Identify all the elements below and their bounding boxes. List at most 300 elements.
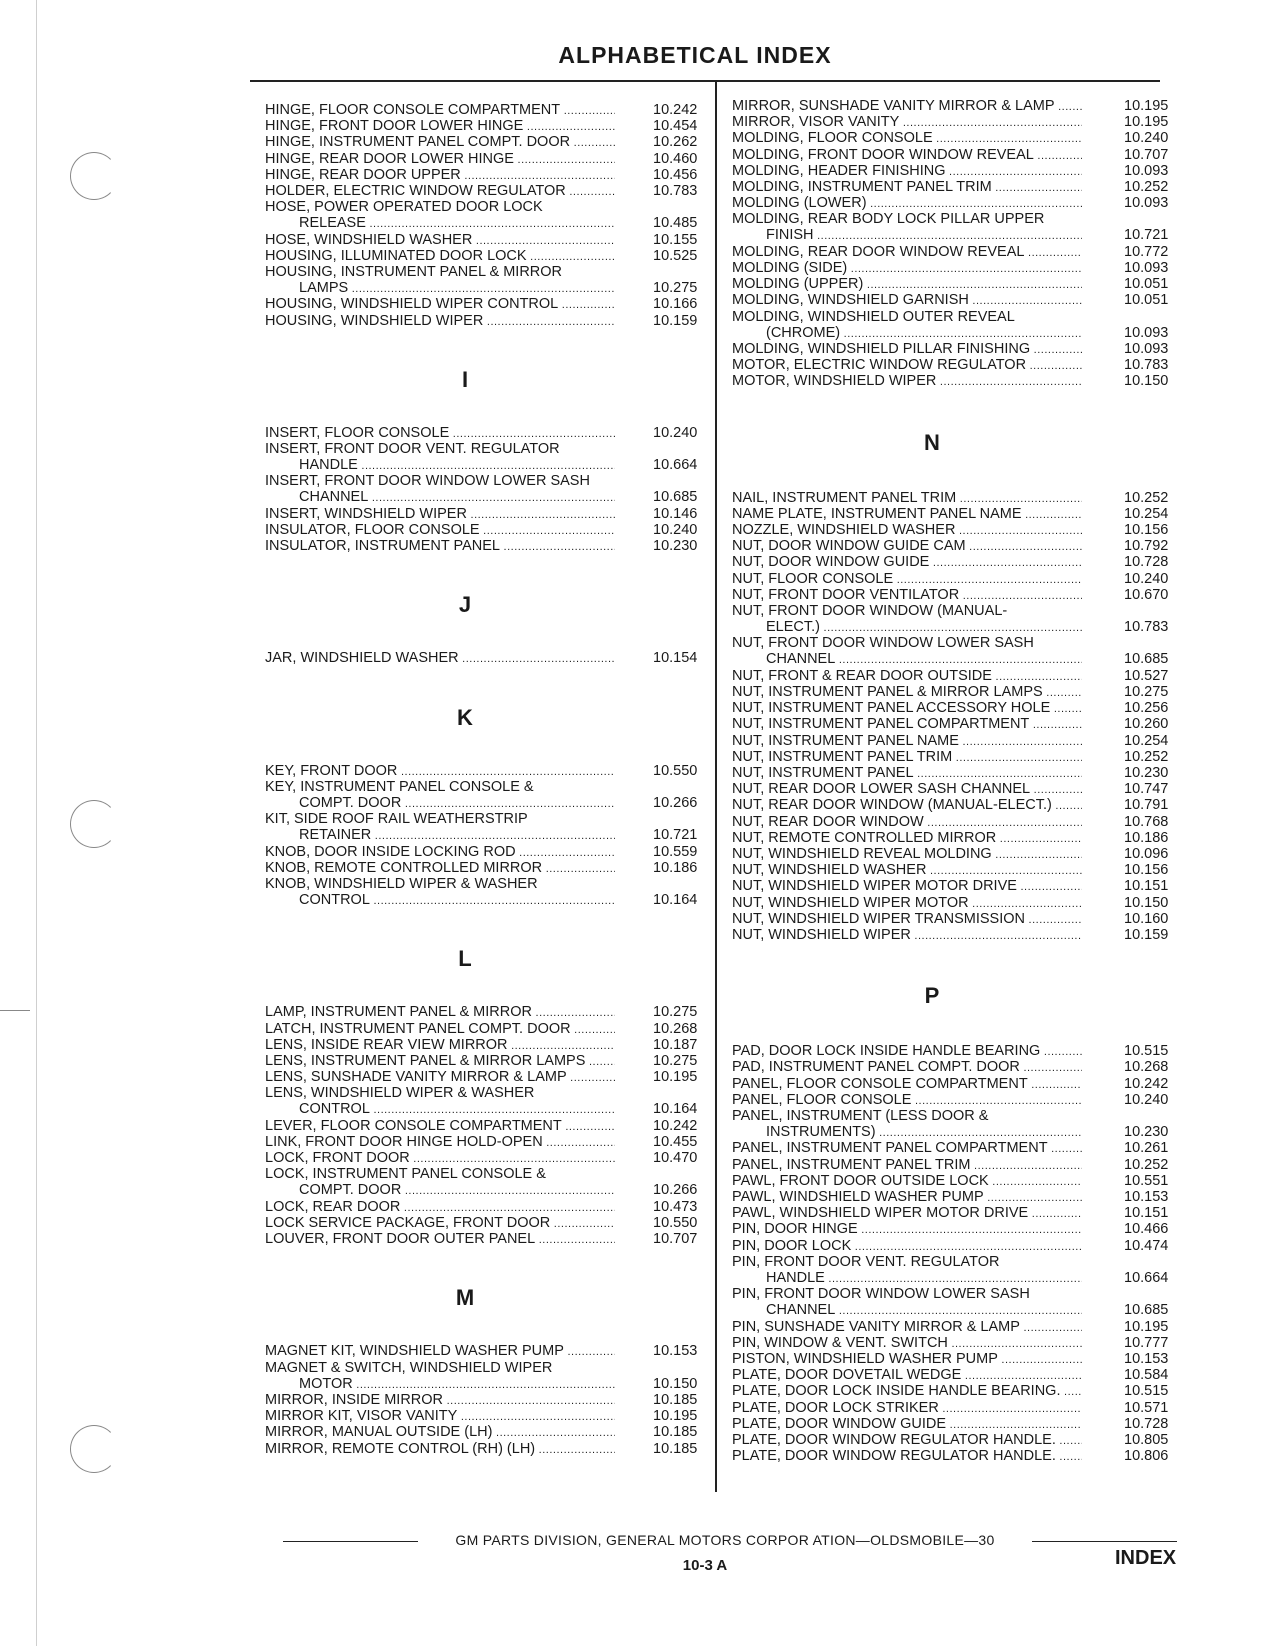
entry-name bbox=[265, 248, 615, 265]
entry-page-ref: 10.150 bbox=[1124, 894, 1169, 911]
entry-page-ref: 10.093 bbox=[1124, 162, 1169, 179]
entry-name bbox=[732, 195, 1082, 212]
entry-line: KEY, FRONT DOOR ..... bbox=[265, 763, 615, 780]
entry-page-ref: 10.664 bbox=[653, 457, 698, 473]
entry-name bbox=[265, 522, 615, 539]
entry-page-ref: 10.685 bbox=[653, 489, 698, 506]
entry-name bbox=[265, 1037, 615, 1054]
entry-page-ref: 10.242 bbox=[1124, 1075, 1169, 1092]
entry-page-ref: 10.268 bbox=[653, 1020, 698, 1037]
entry-name bbox=[732, 373, 1082, 390]
entry-page-ref: 10.185 bbox=[653, 1392, 698, 1408]
entry-page-ref: 10.154 bbox=[653, 650, 698, 667]
entry-page-ref: 10.275 bbox=[653, 1004, 698, 1021]
entry-page-ref: 10.707 bbox=[1124, 146, 1169, 163]
entry-line: MAGNET & SWITCH, WINDSHIELD WIPER bbox=[265, 1359, 553, 1376]
entry-page-ref: 10.151 bbox=[1124, 878, 1169, 895]
entry-name bbox=[732, 276, 1082, 293]
entry-line: CONTROL ..... bbox=[265, 1101, 615, 1118]
entry-page-ref: 10.252 bbox=[1124, 748, 1169, 765]
entry-line: HOSE, WINDSHIELD WASHER ..... bbox=[265, 232, 615, 249]
section-letter-n: N bbox=[924, 429, 940, 455]
entry-name bbox=[732, 1400, 1082, 1417]
entry-name bbox=[732, 700, 1082, 717]
entry-page-ref: 10.266 bbox=[653, 794, 698, 811]
entry-page-ref: 10.240 bbox=[1124, 130, 1169, 147]
entry-page-ref: 10.051 bbox=[1124, 292, 1169, 309]
entry-line: MOLDING (LOWER) ..... bbox=[732, 195, 1082, 212]
entry-line: MOLDING (UPPER) ..... bbox=[732, 276, 1082, 293]
entry-line: LOCK, INSTRUMENT PANEL CONSOLE & bbox=[265, 1166, 546, 1183]
entry-name bbox=[732, 862, 1082, 879]
entry-line: INSTRUMENTS) ..... bbox=[732, 1124, 1082, 1141]
entry-page-ref: 10.584 bbox=[1124, 1367, 1169, 1384]
entry-line: LENS, SUNSHADE VANITY MIRROR & LAMP ..... bbox=[265, 1069, 615, 1086]
entry-name bbox=[265, 167, 615, 184]
entry-line: MOTOR, ELECTRIC WINDOW REGULATOR ..... bbox=[732, 357, 1082, 374]
entry-line: PLATE, DOOR WINDOW REGULATOR HANDLE. ..... bbox=[732, 1432, 1082, 1449]
entry-page-ref: 10.768 bbox=[1124, 813, 1169, 830]
entry-line: NUT, INSTRUMENT PANEL ACCESSORY HOLE ..... bbox=[732, 700, 1082, 717]
entry-page-ref: 10.266 bbox=[653, 1182, 698, 1199]
entry-name bbox=[732, 733, 1082, 750]
entry-line: NUT, FRONT DOOR WINDOW (MANUAL- bbox=[732, 603, 1008, 619]
entry-page-ref: 10.777 bbox=[1124, 1334, 1169, 1351]
entry-line: MIRROR, VISOR VANITY ..... bbox=[732, 114, 1082, 131]
entry-page-ref: 10.242 bbox=[653, 102, 698, 118]
entry-page-ref: 10.096 bbox=[1124, 846, 1169, 862]
entry-page-ref: 10.185 bbox=[653, 1440, 698, 1457]
entry-page-ref: 10.275 bbox=[653, 1053, 698, 1069]
entry-page-ref: 10.156 bbox=[1124, 522, 1169, 538]
entry-line: PIN, DOOR HINGE ..... bbox=[732, 1221, 1082, 1238]
entry-name bbox=[732, 292, 1082, 309]
entry-page-ref: 10.240 bbox=[1124, 570, 1169, 587]
entry-name bbox=[265, 1424, 615, 1441]
entry-line: MOTOR ..... bbox=[265, 1376, 615, 1393]
entry-page-ref: 10.515 bbox=[1124, 1043, 1169, 1060]
entry-line: LEVER, FLOOR CONSOLE COMPARTMENT ..... bbox=[265, 1118, 615, 1135]
section-letter-l: L bbox=[458, 946, 472, 972]
entry-line: INSERT, WINDSHIELD WIPER ..... bbox=[265, 506, 615, 523]
entry-page-ref: 10.159 bbox=[1124, 927, 1169, 943]
entry-line: PANEL, FLOOR CONSOLE ..... bbox=[732, 1092, 1082, 1109]
entry-line: COMPT. DOOR ..... bbox=[265, 1182, 615, 1199]
entry-page-ref: 10.254 bbox=[1124, 732, 1169, 749]
entry-line: NUT, WINDSHIELD WIPER MOTOR DRIVE ..... bbox=[732, 878, 1082, 895]
entry-line: PAWL, WINDSHIELD WASHER PUMP ..... bbox=[732, 1189, 1082, 1206]
entry-page-ref: 10.230 bbox=[1124, 765, 1169, 781]
entry-line: PLATE, DOOR WINDOW REGULATOR HANDLE. ..... bbox=[732, 1448, 1082, 1465]
entry-name bbox=[732, 1335, 1082, 1352]
section-letter-j: J bbox=[458, 592, 472, 618]
entry-page-ref: 10.252 bbox=[1124, 179, 1169, 195]
entry-line: HINGE, REAR DOOR UPPER ..... bbox=[265, 167, 615, 184]
footer-rule-left bbox=[283, 1541, 418, 1542]
entry-line: LOCK SERVICE PACKAGE, FRONT DOOR ..... bbox=[265, 1215, 615, 1232]
entry-page-ref: 10.571 bbox=[1124, 1399, 1169, 1416]
entry-page-ref: 10.254 bbox=[1124, 505, 1169, 522]
entry-name bbox=[732, 341, 1082, 358]
entry-line: MOLDING (SIDE) ..... bbox=[732, 260, 1082, 277]
entry-line: JAR, WINDSHIELD WASHER ..... bbox=[265, 650, 615, 667]
entry-name bbox=[265, 650, 615, 667]
entry-name bbox=[732, 522, 1082, 539]
entry-line: NUT, INSTRUMENT PANEL NAME ..... bbox=[732, 733, 1082, 750]
entry-name bbox=[265, 102, 615, 119]
entry-name bbox=[265, 1215, 615, 1232]
entry-name bbox=[732, 1205, 1082, 1222]
entry-page-ref: 10.093 bbox=[1124, 324, 1169, 341]
entry-name bbox=[732, 114, 1082, 131]
entry-name bbox=[732, 684, 1082, 701]
entry-page-ref: 10.455 bbox=[653, 1134, 698, 1150]
entry-line: HANDLE ..... bbox=[732, 1270, 1082, 1287]
entry-name bbox=[732, 814, 1082, 831]
entry-page-ref: 10.240 bbox=[653, 424, 698, 441]
entry-name bbox=[732, 927, 1082, 944]
entry-name bbox=[732, 878, 1082, 895]
entry-name bbox=[265, 1231, 615, 1248]
entry-page-ref: 10.559 bbox=[653, 843, 698, 860]
entry-name bbox=[732, 1076, 1082, 1093]
entry-name bbox=[265, 860, 615, 877]
entry-line: HOLDER, ELECTRIC WINDOW REGULATOR ..... bbox=[265, 183, 615, 200]
entry-line: INSERT, FRONT DOOR WINDOW LOWER SASH bbox=[265, 473, 590, 490]
entry-line: NUT, REAR DOOR WINDOW (MANUAL-ELECT.) ..... bbox=[732, 797, 1082, 814]
entry-name bbox=[732, 846, 1082, 863]
entry-page-ref: 10.783 bbox=[1124, 357, 1169, 374]
entry-name bbox=[732, 1432, 1082, 1449]
entry-page-ref: 10.551 bbox=[1124, 1172, 1169, 1189]
entry-name bbox=[732, 538, 1082, 555]
entry-line: PIN, DOOR LOCK ..... bbox=[732, 1238, 1082, 1255]
entry-name bbox=[732, 1367, 1082, 1384]
page-number: 10-3 A bbox=[682, 1557, 728, 1574]
entry-name bbox=[732, 1092, 1082, 1109]
entry-name bbox=[265, 844, 615, 861]
entry-page-ref: 10.275 bbox=[1124, 684, 1169, 700]
entry-line: RETAINER ..... bbox=[265, 827, 615, 844]
column-divider bbox=[715, 82, 717, 1492]
entry-line: HINGE, INSTRUMENT PANEL COMPT. DOOR ..... bbox=[265, 134, 615, 151]
section-label: INDEX bbox=[1115, 1547, 1177, 1569]
entry-name bbox=[732, 1319, 1082, 1336]
entry-name bbox=[732, 1286, 1082, 1319]
entry-page-ref: 10.252 bbox=[1124, 1156, 1169, 1173]
entry-page-ref: 10.150 bbox=[1124, 373, 1169, 390]
entry-page-ref: 10.485 bbox=[653, 215, 698, 232]
entry-line: PLATE, DOOR LOCK INSIDE HANDLE BEARING. ..... bbox=[732, 1383, 1082, 1400]
entry-line: KNOB, REMOTE CONTROLLED MIRROR ..... bbox=[265, 860, 615, 877]
entry-name bbox=[732, 211, 1082, 244]
entry-line: LOCK, REAR DOOR ..... bbox=[265, 1199, 615, 1216]
entry-line: PAD, INSTRUMENT PANEL COMPT. DOOR ..... bbox=[732, 1059, 1082, 1076]
entry-page-ref: 10.260 bbox=[1124, 716, 1169, 733]
entry-name bbox=[732, 506, 1082, 523]
footer-text: GM PARTS DIVISION, GENERAL MOTORS CORPOR ATION—OLDSMOBILE—30 bbox=[455, 1532, 995, 1548]
entry-page-ref: 10.164 bbox=[653, 892, 698, 908]
entry-name bbox=[732, 668, 1082, 685]
entry-name bbox=[732, 716, 1082, 733]
entry-line: LINK, FRONT DOOR HINGE HOLD-OPEN ..... bbox=[265, 1134, 615, 1151]
entry-line: NUT, FRONT & REAR DOOR OUTSIDE ..... bbox=[732, 668, 1082, 685]
entry-line: ELECT.) ..... bbox=[732, 619, 1082, 636]
entry-line: CHANNEL ..... bbox=[732, 651, 1082, 668]
entry-page-ref: 10.791 bbox=[1124, 797, 1169, 814]
entry-name bbox=[732, 781, 1082, 798]
entry-page-ref: 10.242 bbox=[653, 1117, 698, 1134]
entry-page-ref: 10.474 bbox=[1124, 1237, 1169, 1254]
entry-page-ref: 10.195 bbox=[653, 1069, 698, 1086]
entry-name bbox=[265, 1343, 615, 1360]
entry-page-ref: 10.155 bbox=[653, 231, 698, 248]
entry-line: NUT, INSTRUMENT PANEL ..... bbox=[732, 765, 1082, 782]
entry-line: LENS, INSIDE REAR VIEW MIRROR ..... bbox=[265, 1037, 615, 1054]
entry-name bbox=[265, 183, 615, 200]
entry-line: NUT, WINDSHIELD WIPER MOTOR ..... bbox=[732, 895, 1082, 912]
entry-line: MOLDING, REAR DOOR WINDOW REVEAL ..... bbox=[732, 244, 1082, 261]
entry-name bbox=[265, 811, 615, 844]
entry-line: MIRROR KIT, VISOR VANITY ..... bbox=[265, 1408, 615, 1425]
entry-page-ref: 10.093 bbox=[1124, 341, 1169, 357]
entry-name bbox=[265, 506, 615, 523]
entry-name bbox=[732, 98, 1082, 115]
entry-page-ref: 10.792 bbox=[1124, 538, 1169, 555]
entry-line: LOUVER, FRONT DOOR OUTER PANEL ..... bbox=[265, 1231, 615, 1248]
entry-line: PISTON, WINDSHIELD WASHER PUMP ..... bbox=[732, 1351, 1082, 1368]
entry-page-ref: 10.456 bbox=[653, 166, 698, 183]
entry-name bbox=[265, 1053, 615, 1070]
entry-page-ref: 10.470 bbox=[653, 1150, 698, 1167]
entry-name bbox=[732, 1448, 1082, 1465]
entry-name bbox=[732, 911, 1082, 928]
entry-line: KIT, SIDE ROOF RAIL WEATHERSTRIP bbox=[265, 811, 528, 828]
entry-line: LAMP, INSTRUMENT PANEL & MIRROR ..... bbox=[265, 1004, 615, 1021]
entry-name bbox=[732, 749, 1082, 766]
entry-line: HOUSING, ILLUMINATED DOOR LOCK ..... bbox=[265, 248, 615, 265]
punch-hole-mark bbox=[70, 152, 118, 200]
entry-line: NUT, WINDSHIELD WIPER ..... bbox=[732, 927, 1082, 944]
binding-margin-line bbox=[36, 0, 37, 1646]
entry-page-ref: 10.783 bbox=[1124, 619, 1169, 635]
entry-page-ref: 10.230 bbox=[1124, 1124, 1169, 1140]
entry-page-ref: 10.550 bbox=[653, 1215, 698, 1231]
entry-line: KNOB, DOOR INSIDE LOCKING ROD ..... bbox=[265, 844, 615, 861]
entry-name bbox=[732, 830, 1082, 847]
entry-line: MAGNET KIT, WINDSHIELD WASHER PUMP ..... bbox=[265, 1343, 615, 1360]
entry-name bbox=[732, 603, 1082, 636]
entry-line: NUT, DOOR WINDOW GUIDE ..... bbox=[732, 554, 1082, 571]
entry-line: LAMPS ..... bbox=[265, 280, 615, 297]
entry-page-ref: 10.515 bbox=[1124, 1383, 1169, 1400]
entry-page-ref: 10.728 bbox=[1124, 554, 1169, 571]
entry-page-ref: 10.707 bbox=[653, 1231, 698, 1248]
entry-page-ref: 10.261 bbox=[1124, 1140, 1169, 1157]
entry-line: MOLDING, WINDSHIELD OUTER REVEAL bbox=[732, 308, 1015, 325]
entry-line: CONTROL ..... bbox=[265, 892, 615, 909]
entry-name bbox=[265, 1166, 615, 1199]
entry-line: NUT, INSTRUMENT PANEL & MIRROR LAMPS ..... bbox=[732, 684, 1082, 701]
entry-page-ref: 10.670 bbox=[1124, 586, 1169, 603]
entry-page-ref: 10.195 bbox=[1124, 114, 1169, 131]
footer-rule-right bbox=[1032, 1541, 1177, 1542]
entry-line: HOUSING, INSTRUMENT PANEL & MIRROR bbox=[265, 264, 563, 280]
entry-line: LENS, INSTRUMENT PANEL & MIRROR LAMPS ..... bbox=[265, 1053, 615, 1070]
entry-page-ref: 10.195 bbox=[1124, 98, 1169, 114]
section-letter-m: M bbox=[455, 1285, 475, 1311]
entry-name bbox=[732, 490, 1082, 507]
entry-page-ref: 10.153 bbox=[1124, 1351, 1169, 1367]
punch-hole-mark bbox=[70, 1425, 118, 1473]
entry-page-ref: 10.262 bbox=[653, 134, 698, 151]
entry-page-ref: 10.164 bbox=[653, 1101, 698, 1118]
entry-name bbox=[732, 587, 1082, 604]
entry-name bbox=[265, 1021, 615, 1038]
entry-line: LOCK, FRONT DOOR ..... bbox=[265, 1150, 615, 1167]
entry-line: HINGE, FLOOR CONSOLE COMPARTMENT ..... bbox=[265, 102, 615, 119]
entry-name bbox=[732, 554, 1082, 571]
entry-page-ref: 10.721 bbox=[653, 827, 698, 844]
entry-page-ref: 10.525 bbox=[653, 247, 698, 264]
entry-line: PLATE, DOOR WINDOW GUIDE ..... bbox=[732, 1416, 1082, 1433]
entry-name bbox=[732, 797, 1082, 814]
entry-name bbox=[265, 134, 615, 151]
entry-name bbox=[265, 441, 615, 474]
entry-line: INSERT, FRONT DOOR VENT. REGULATOR bbox=[265, 441, 560, 457]
entry-line: KEY, INSTRUMENT PANEL CONSOLE & bbox=[265, 778, 534, 795]
entry-name bbox=[265, 296, 615, 313]
entry-page-ref: 10.772 bbox=[1124, 243, 1169, 260]
entry-line: NOZZLE, WINDSHIELD WASHER ..... bbox=[732, 522, 1082, 539]
entry-name bbox=[732, 1254, 1082, 1287]
entry-name bbox=[265, 232, 615, 249]
entry-name bbox=[732, 260, 1082, 277]
entry-line: HOSE, POWER OPERATED DOOR LOCK bbox=[265, 199, 543, 216]
entry-line: MOLDING, REAR BODY LOCK PILLAR UPPER bbox=[732, 211, 1045, 228]
entry-page-ref: 10.151 bbox=[1124, 1205, 1169, 1222]
entry-page-ref: 10.166 bbox=[653, 296, 698, 313]
entry-name bbox=[732, 1108, 1082, 1141]
entry-line: NUT, REAR DOOR LOWER SASH CHANNEL ..... bbox=[732, 781, 1082, 798]
entry-name bbox=[265, 1408, 615, 1425]
punch-hole-mark bbox=[70, 800, 118, 848]
section-letter-k: K bbox=[457, 704, 473, 730]
entry-page-ref: 10.460 bbox=[653, 150, 698, 167]
entry-name bbox=[732, 1043, 1082, 1060]
entry-page-ref: 10.093 bbox=[1124, 195, 1169, 212]
entry-page-ref: 10.747 bbox=[1124, 781, 1169, 798]
entry-line: NAIL, INSTRUMENT PANEL TRIM ..... bbox=[732, 490, 1082, 507]
entry-name bbox=[265, 1118, 615, 1135]
entry-line: KNOB, WINDSHIELD WIPER & WASHER bbox=[265, 876, 538, 892]
entry-line: MOLDING, WINDSHIELD GARNISH ..... bbox=[732, 292, 1082, 309]
entry-name bbox=[732, 1221, 1082, 1238]
page-title: ALPHABETICAL INDEX bbox=[558, 42, 832, 68]
entry-name bbox=[732, 163, 1082, 180]
entry-line: MIRROR, MANUAL OUTSIDE (LH) ..... bbox=[265, 1424, 615, 1441]
section-letter-p: P bbox=[924, 983, 940, 1009]
entry-page-ref: 10.160 bbox=[1124, 910, 1169, 927]
entry-name bbox=[732, 1059, 1082, 1076]
entry-line: INSULATOR, INSTRUMENT PANEL ..... bbox=[265, 538, 615, 555]
entry-page-ref: 10.195 bbox=[653, 1408, 698, 1425]
entry-page-ref: 10.728 bbox=[1124, 1415, 1169, 1432]
entry-line: PIN, FRONT DOOR WINDOW LOWER SASH bbox=[732, 1286, 1030, 1303]
entry-name bbox=[265, 473, 615, 506]
entry-line: HOUSING, WINDSHIELD WIPER ..... bbox=[265, 313, 615, 330]
entry-name bbox=[732, 1140, 1082, 1157]
entry-line: MOTOR, WINDSHIELD WIPER ..... bbox=[732, 373, 1082, 390]
entry-name bbox=[265, 538, 615, 555]
entry-page-ref: 10.186 bbox=[653, 859, 698, 876]
entry-name bbox=[265, 313, 615, 330]
entry-page-ref: 10.805 bbox=[1124, 1432, 1169, 1448]
entry-line: MIRROR, INSIDE MIRROR ..... bbox=[265, 1392, 615, 1409]
entry-line: NAME PLATE, INSTRUMENT PANEL NAME ..... bbox=[732, 506, 1082, 523]
entry-line: HOUSING, WINDSHIELD WIPER CONTROL ..... bbox=[265, 296, 615, 313]
entry-line: INSERT, FLOOR CONSOLE ..... bbox=[265, 425, 615, 442]
entry-name bbox=[732, 147, 1082, 164]
entry-page-ref: 10.240 bbox=[653, 522, 698, 538]
entry-page-ref: 10.806 bbox=[1124, 1448, 1169, 1465]
entry-page-ref: 10.051 bbox=[1124, 276, 1169, 293]
entry-page-ref: 10.454 bbox=[653, 118, 698, 135]
entry-line: MIRROR, REMOTE CONTROL (RH) (LH) ..... bbox=[265, 1441, 615, 1458]
entry-line: INSULATOR, FLOOR CONSOLE ..... bbox=[265, 522, 615, 539]
entry-name bbox=[265, 151, 615, 168]
entry-line: NUT, DOOR WINDOW GUIDE CAM ..... bbox=[732, 538, 1082, 555]
entry-name bbox=[265, 1441, 615, 1458]
entry-name bbox=[265, 199, 615, 232]
entry-page-ref: 10.527 bbox=[1124, 667, 1169, 684]
entry-line: LENS, WINDSHIELD WIPER & WASHER bbox=[265, 1085, 535, 1102]
entry-line: PANEL, INSTRUMENT (LESS DOOR & bbox=[732, 1108, 989, 1124]
entry-name bbox=[732, 1238, 1082, 1255]
entry-line: PIN, FRONT DOOR VENT. REGULATOR bbox=[732, 1253, 1000, 1270]
entry-line: MIRROR, SUNSHADE VANITY MIRROR & LAMP ..... bbox=[732, 98, 1082, 115]
entry-name bbox=[732, 571, 1082, 588]
entry-line: MOLDING, FRONT DOOR WINDOW REVEAL ..... bbox=[732, 147, 1082, 164]
entry-line: NUT, FLOOR CONSOLE ..... bbox=[732, 571, 1082, 588]
entry-name bbox=[732, 895, 1082, 912]
entry-line: NUT, INSTRUMENT PANEL TRIM ..... bbox=[732, 749, 1082, 766]
entry-name bbox=[732, 765, 1082, 782]
entry-name bbox=[265, 763, 615, 780]
entry-line: PIN, SUNSHADE VANITY MIRROR & LAMP ..... bbox=[732, 1319, 1082, 1336]
entry-line: NUT, REAR DOOR WINDOW ..... bbox=[732, 814, 1082, 831]
entry-line: PANEL, FLOOR CONSOLE COMPARTMENT ..... bbox=[732, 1076, 1082, 1093]
entry-page-ref: 10.473 bbox=[653, 1198, 698, 1215]
entry-page-ref: 10.664 bbox=[1124, 1269, 1169, 1286]
entry-page-ref: 10.230 bbox=[653, 538, 698, 555]
entry-line: PLATE, DOOR LOCK STRIKER ..... bbox=[732, 1400, 1082, 1417]
entry-line: PAWL, WINDSHIELD WIPER MOTOR DRIVE ..... bbox=[732, 1205, 1082, 1222]
entry-name bbox=[265, 264, 615, 297]
entry-page-ref: 10.159 bbox=[653, 312, 698, 329]
entry-name bbox=[265, 1085, 615, 1118]
entry-name bbox=[732, 1173, 1082, 1190]
entry-line: PANEL, INSTRUMENT PANEL TRIM ..... bbox=[732, 1157, 1082, 1174]
entry-name bbox=[732, 635, 1082, 668]
entry-page-ref: 10.550 bbox=[653, 762, 698, 779]
entry-line: PLATE, DOOR DOVETAIL WEDGE ..... bbox=[732, 1367, 1082, 1384]
entry-line: HANDLE ..... bbox=[265, 457, 615, 474]
entry-page-ref: 10.466 bbox=[1124, 1221, 1169, 1238]
entry-page-ref: 10.146 bbox=[653, 505, 698, 522]
entry-line: NUT, FRONT DOOR WINDOW LOWER SASH bbox=[732, 635, 1034, 652]
entry-line: PAD, DOOR LOCK INSIDE HANDLE BEARING ..... bbox=[732, 1043, 1082, 1060]
